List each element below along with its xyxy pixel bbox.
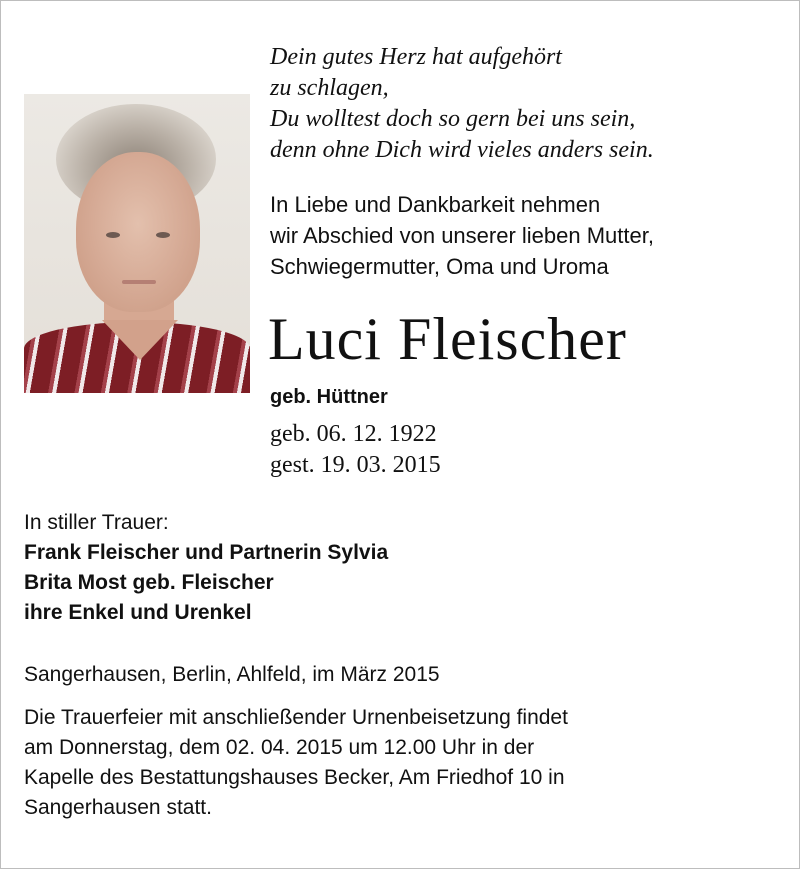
verse-line: Du wolltest doch so gern bei uns sein, [270, 106, 636, 132]
place-date: Sangerhausen, Berlin, Ahlfeld, im März 2015 [24, 663, 440, 686]
mourner-name: Brita Most geb. Fleischer [24, 571, 274, 594]
deceased-name: Luci Fleischer [268, 306, 627, 372]
intro-text [270, 189, 654, 282]
verse-line: zu schlagen, [270, 75, 389, 101]
intro-line: wir Abschied von unserer lieben Mutter, [270, 223, 654, 248]
birth-date: geb. 06. 12. 1922 [270, 421, 437, 447]
portrait-face [76, 152, 200, 312]
portrait-mouth [122, 280, 156, 284]
verse-line: denn ohne Dich wird vieles anders sein. [270, 137, 654, 163]
mourners-label: In stiller Trauer: [24, 511, 169, 534]
life-dates [270, 419, 441, 481]
portrait-eye-right [156, 232, 170, 238]
service-line: Die Trauerfeier mit anschließender Urnenbeisetzung findet [24, 706, 568, 729]
service-line: Kapelle des Bestattungshauses Becker, Am Friedhof 10 in [24, 766, 565, 789]
intro-line: In Liebe und Dankbarkeit nehmen [270, 192, 601, 217]
portrait-eye-left [106, 232, 120, 238]
mourner-name: Frank Fleischer und Partnerin Sylvia [24, 541, 389, 564]
portrait-photo [24, 94, 250, 393]
funeral-service-info [24, 703, 568, 823]
verse-block [270, 42, 654, 166]
service-line: Sangerhausen statt. [24, 796, 212, 819]
service-line: am Donnerstag, dem 02. 04. 2015 um 12.00 Uhr in der [24, 736, 535, 759]
death-date: gest. 19. 03. 2015 [270, 452, 441, 478]
mourner-name: ihre Enkel und Urenkel [24, 601, 252, 624]
intro-line: Schwiegermutter, Oma und Uroma [270, 254, 609, 279]
mourners-list [24, 538, 388, 628]
maiden-name: geb. Hüttner [270, 386, 388, 408]
verse-line: Dein gutes Herz hat aufgehört [270, 44, 562, 70]
